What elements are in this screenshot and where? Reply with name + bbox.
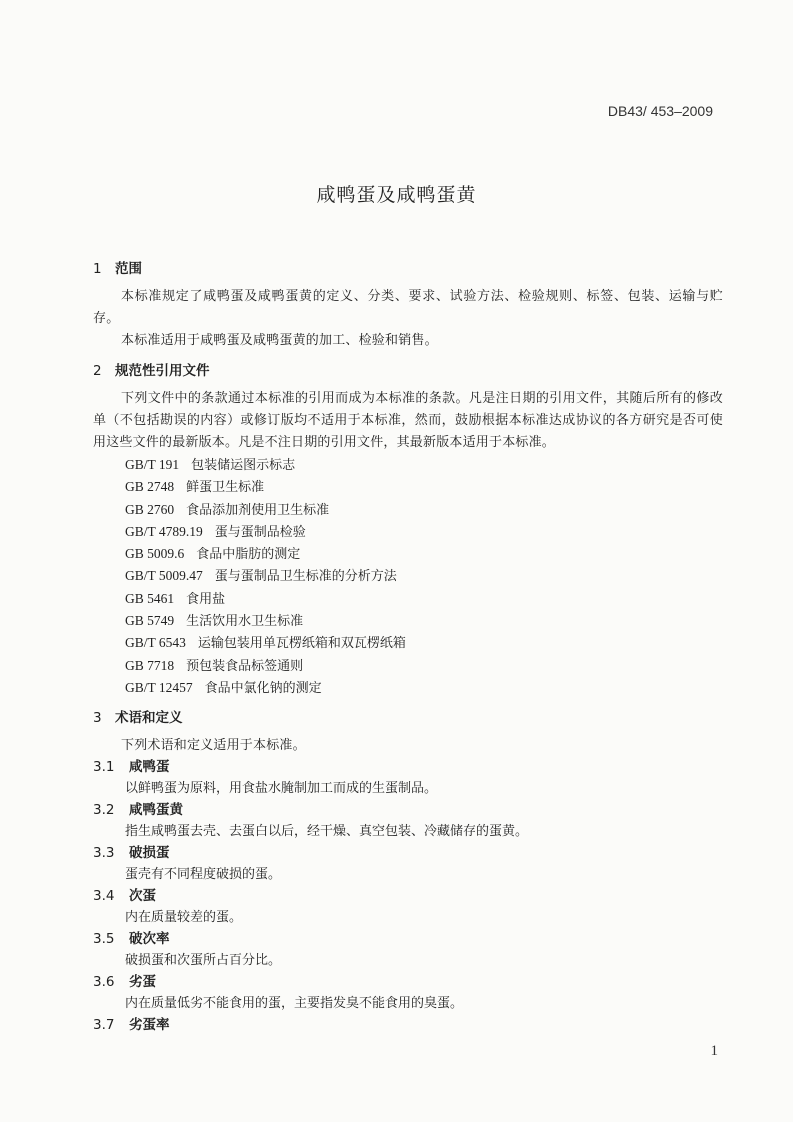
section-heading-scope [93,258,723,280]
term-number: 3.1 [93,759,115,776]
reference-item [93,499,723,521]
term-name: 劣蛋率 [129,1017,170,1034]
term-heading [93,843,723,864]
reference-item [93,543,723,565]
term-heading [93,800,723,821]
term-definition: 破损蛋和次蛋所占百分比。 [125,953,282,969]
reference-code: GB 5749 [125,613,175,629]
reference-item [93,521,723,543]
reference-item [93,588,723,610]
reference-title: 食用盐 [186,591,226,607]
reference-title: 食品中氯化钠的测定 [204,680,322,696]
reference-title: 运输包装用单瓦楞纸箱和双瓦楞纸箱 [197,636,406,652]
term-name: 咸鸭蛋 [129,759,170,776]
reference-code: GB/T 191 [125,457,180,472]
term-definition: 内在质量低劣不能食用的蛋，主要指发臭不能食用的臭蛋。 [125,996,464,1012]
term-name: 破次率 [129,931,170,948]
term-number: 3.5 [93,931,115,948]
section-heading-normative-references [93,360,723,382]
term-definition: 指生咸鸭蛋去壳、去蛋白以后，经干燥、真空包装、冷藏储存的蛋黄。 [125,824,529,840]
term-heading [93,972,723,993]
term-name: 劣蛋 [129,974,156,991]
reference-item [93,476,723,498]
reference-title: 生活饮用水卫生标准 [186,614,304,630]
term-number: 3.6 [93,974,115,991]
reference-code: GB/T 6543 [125,635,186,651]
scope-paragraph-2: 本标准适用于咸鸭蛋及咸鸭蛋黄的加工、检验和销售。 [121,333,438,348]
scope-paragraph-1: 本标准规定了咸鸭蛋及咸鸭蛋黄的定义、分类、要求、试验方法、检验规则、标签、包装、运输与贮存。 [93,289,723,326]
reference-title: 包装储运图示标志 [191,458,296,473]
term-name: 破损蛋 [129,845,170,862]
term-heading [93,929,723,950]
section-number: 3 [93,710,102,727]
term-heading [93,886,723,907]
reference-code: GB/T 4789.19 [125,523,203,539]
section-heading-terms-definitions [93,707,723,729]
document-body [93,258,723,1036]
page-number: 1 [710,1043,718,1059]
section-number: 2 [93,363,102,379]
section-number: 1 [93,261,102,277]
reference-code: GB 5009.6 [125,546,185,562]
reference-title: 蛋与蛋制品卫生标准的分析方法 [214,569,397,585]
reference-code: GB/T 5009.47 [125,568,203,584]
reference-title: 食品中脂肪的测定 [196,547,301,563]
term-definition: 内在质量较差的蛋。 [125,910,243,926]
section-title: 术语和定义 [115,710,183,727]
term-definition: 蛋壳有不同程度破损的蛋。 [125,867,282,883]
term-heading [93,757,723,778]
reference-code: GB 7718 [125,657,175,673]
term-name: 咸鸭蛋黄 [129,802,183,819]
section-title: 范围 [115,261,142,277]
term-number: 3.4 [93,888,115,905]
reference-item [93,632,723,654]
term-heading [93,1015,723,1036]
reference-item [93,565,723,587]
references-intro: 下列文件中的条款通过本标准的引用而成为本标准的条款。凡是注日期的引用文件，其随后所有的修改单（不包括勘误的内容）或修订版均不适用于本标准，然而，鼓励根据本标准达成协议的各方研究是否可使用这些文件的最新版本。凡是不注日期的引用文件，其最新版本适用于本标准。 [93,391,723,450]
reference-code: GB 2748 [125,479,175,495]
reference-code: GB/T 12457 [125,679,193,695]
reference-item [93,454,723,476]
reference-item [93,677,723,699]
terms-intro: 下列术语和定义适用于本标准。 [121,738,306,754]
term-definition: 以鲜鸭蛋为原料，用食盐水腌制加工而成的生蛋制品。 [125,781,438,797]
term-number: 3.3 [93,845,115,862]
reference-item [93,655,723,677]
reference-title: 鲜蛋卫生标准 [186,480,265,496]
reference-item [93,610,723,632]
page-title: 咸鸭蛋及咸鸭蛋黄 [316,184,477,206]
standard-code: DB43/ 453–2009 [607,103,713,119]
reference-title: 蛋与蛋制品检验 [214,524,306,540]
reference-code: GB 5461 [125,590,175,606]
reference-title: 食品添加剂使用卫生标准 [186,502,330,518]
section-title: 规范性引用文件 [115,363,210,379]
term-number: 3.2 [93,802,115,819]
reference-title: 预包装食品标签通则 [186,658,304,674]
term-name: 次蛋 [129,888,156,905]
term-number: 3.7 [93,1017,115,1034]
reference-code: GB 2760 [125,501,175,517]
